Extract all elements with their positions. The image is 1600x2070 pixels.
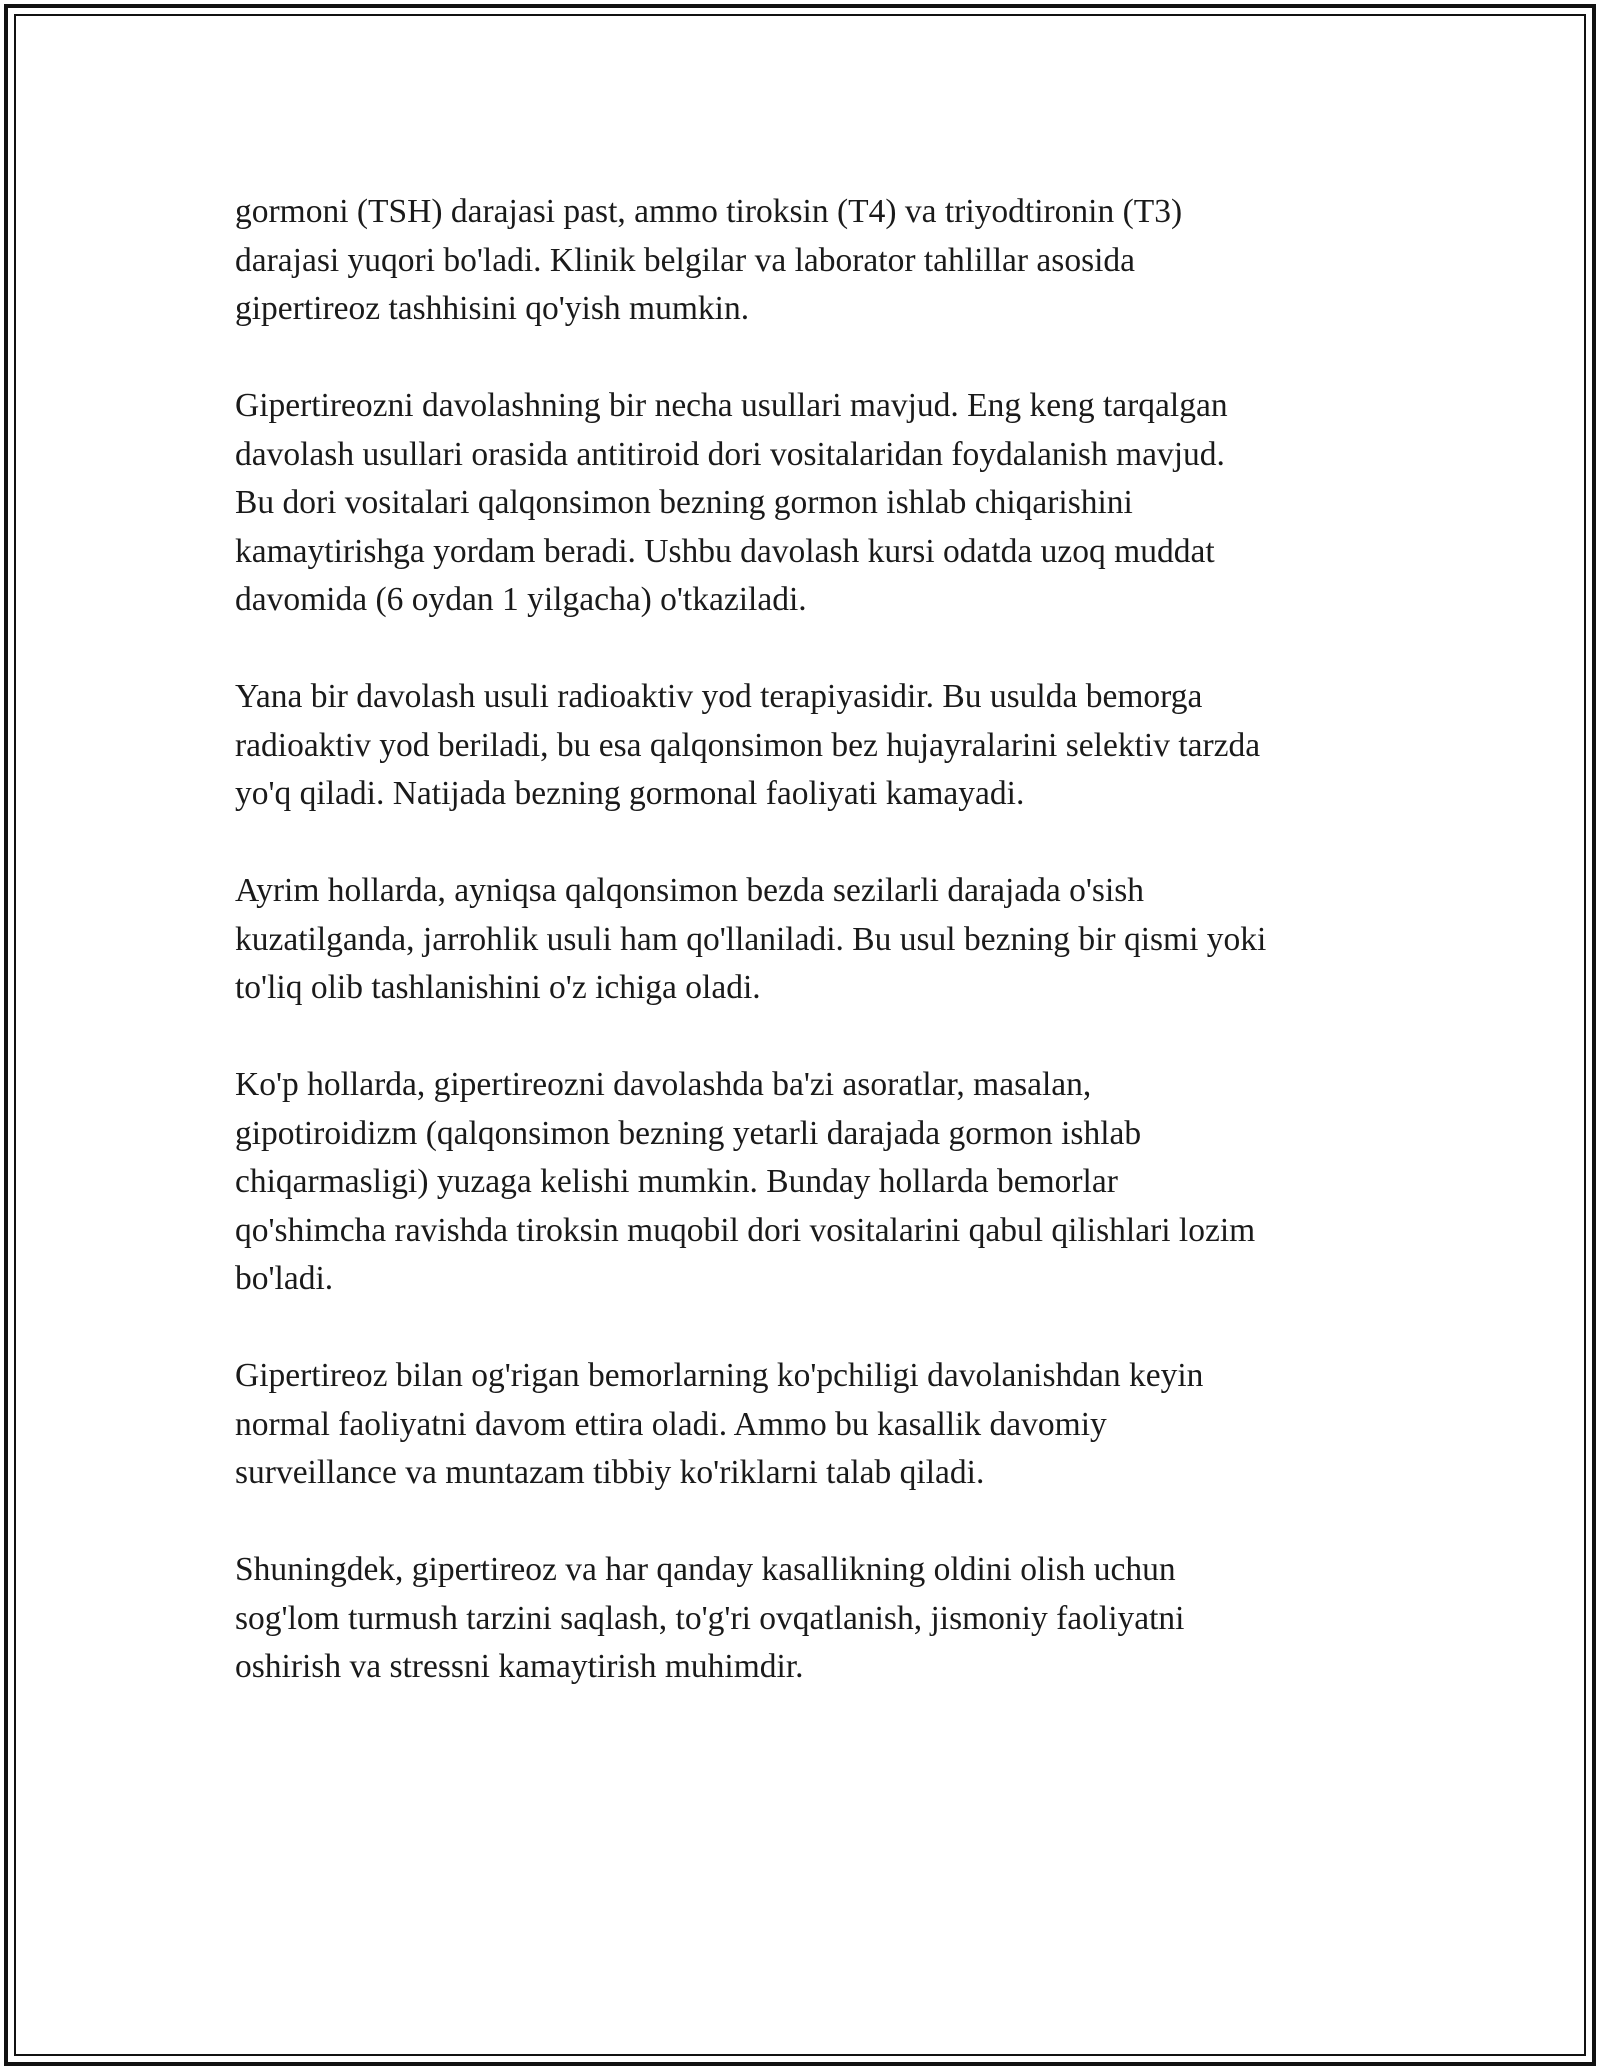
text-line: bo'ladi. (235, 1260, 334, 1297)
text-line: kuzatilganda, jarrohlik usuli ham qo'llaniladi. Bu usul bezning bir qismi yoki (235, 920, 1267, 958)
text-line: sog'lom turmush tarzini saqlash, to'g'ri ovqatlanish, jismoniy faoliyatni (235, 1599, 1185, 1637)
text-line: davolash usullari orasida antitiroid dori vositalaridan foydalanish mavjud. (235, 435, 1225, 473)
paragraph (235, 1352, 1385, 1498)
text-line: Ayrim hollarda, ayniqsa qalqonsimon bezda sezilarli darajada o'sish (235, 872, 1145, 909)
text-line: Yana bir davolash usuli radioaktiv yod terapiyasidir. Bu usulda bemorga (235, 678, 1203, 715)
paragraph (235, 867, 1385, 1013)
text-line: Shuningdek, gipertireoz va har qanday kasallikning oldini olish uchun (235, 1551, 1176, 1588)
text-line: radioaktiv yod beriladi, bu esa qalqonsimon bez hujayralarini selektiv tarzda (235, 726, 1261, 764)
text-line: Bu dori vositalari qalqonsimon bezning gormon ishlab chiqarishini (235, 484, 1133, 521)
text-line: to'liq olib tashlanishini o'z ichiga oladi. (235, 969, 761, 1006)
text-line: darajasi yuqori bo'ladi. Klinik belgilar va laborator tahlillar asosida (235, 241, 1136, 279)
text-line: kamaytirishga yordam beradi. Ushbu davolash kursi odatda uzoq muddat (235, 532, 1215, 570)
paragraph (235, 1061, 1385, 1304)
paragraph (235, 673, 1385, 819)
text-line: gipotiroidizm (qalqonsimon bezning yetarli darajada gormon ishlab (235, 1114, 1142, 1152)
text-line: gormoni (TSH) darajasi past, ammo tiroksin (T4) va triyodtironin (T3) (235, 193, 1183, 230)
paragraph (235, 188, 1385, 334)
text-line: Gipertireozni davolashning bir necha usullari mavjud. Eng keng tarqalgan (235, 387, 1228, 424)
text-line: surveillance va muntazam tibbiy ko'riklarni talab qiladi. (235, 1454, 985, 1491)
text-line: qo'shimcha ravishda tiroksin muqobil dori vositalarini qabul qilishlari lozim (235, 1211, 1256, 1249)
paragraph (235, 1546, 1385, 1692)
text-line: Ko'p hollarda, gipertireozni davolashda ba'zi asoratlar, masalan, (235, 1066, 1092, 1103)
text-line: yo'q qiladi. Natijada bezning gormonal faoliyati kamayadi. (235, 775, 1025, 812)
text-line: chiqarmasligi) yuzaga kelishi mumkin. Bunday hollarda bemorlar (235, 1163, 1118, 1200)
text-line: normal faoliyatni davom ettira oladi. Ammo bu kasallik davomiy (235, 1405, 1107, 1443)
paragraph (235, 382, 1385, 625)
text-line: gipertireoz tashhisini qo'yish mumkin. (235, 290, 750, 327)
text-line: Gipertireoz bilan og'rigan bemorlarning ko'pchiligi davolanishdan keyin (235, 1357, 1204, 1394)
document-body (235, 188, 1385, 1740)
text-line: davomida (6 oydan 1 yilgacha) o'tkaziladi. (235, 581, 807, 618)
text-line: oshirish va stressni kamaytirish muhimdir. (235, 1648, 804, 1685)
